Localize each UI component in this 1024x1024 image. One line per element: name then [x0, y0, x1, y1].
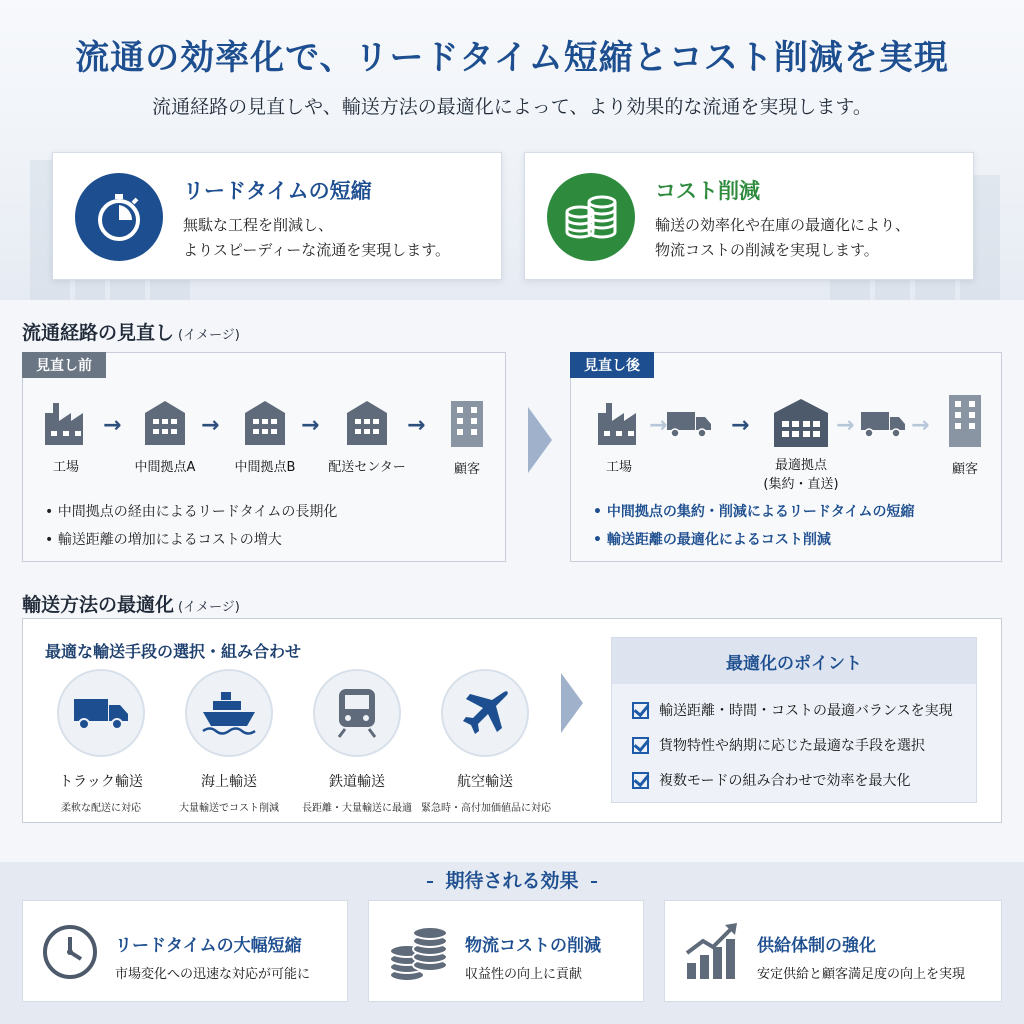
truck-icon: [853, 409, 913, 443]
mode-truck: トラック輸送 柔軟な配送に対応: [37, 669, 165, 814]
factory-node: 工場: [16, 399, 116, 476]
before-bullet: • 輸送距離の増加によるコストの増大: [45, 532, 282, 548]
page-subtitle: 流通経路の見直しや、輸送方法の最適化によって、より効果的な流通を実現します。: [152, 96, 872, 118]
warehouse-icon: [772, 397, 830, 449]
coins-icon: [547, 173, 635, 261]
before-flow-box: [22, 352, 506, 562]
building-icon: [447, 399, 487, 449]
factory-icon: [43, 399, 89, 447]
mode-ship: 海上輸送 大量輸送でコスト削減: [165, 669, 293, 814]
mode-air: 航空輸送 緊急時・高付加価値品に対応: [421, 669, 549, 814]
before-tag: 見直し前: [22, 352, 106, 378]
coin-stack-icon: [387, 919, 449, 987]
chevron-right-icon: [526, 405, 554, 475]
hub-a-node: 中間拠点A: [115, 399, 215, 476]
checkbox-icon: [632, 702, 649, 719]
warehouse-icon: [345, 399, 389, 447]
warehouse-icon: [243, 399, 287, 447]
arrow-icon: →: [103, 413, 122, 438]
train-icon: [313, 669, 401, 757]
transport-box-title: 最適な輸送手段の選択・組み合わせ: [45, 642, 302, 661]
arrow-icon: →: [301, 413, 320, 438]
benefit-card-cost: [524, 152, 974, 280]
after-tag: 見直し後: [570, 352, 654, 378]
airplane-icon: [441, 669, 529, 757]
after-flow-box: [570, 352, 1002, 562]
point-item: 輸送距離・時間・コストの最適バランスを実現: [632, 700, 953, 720]
mode-train: 鉄道輸送 長距離・大量輸送に最適: [293, 669, 421, 814]
optimization-points-panel: [611, 637, 977, 803]
checkbox-icon: [632, 772, 649, 789]
benefit-card-leadtime: [52, 152, 502, 280]
building-icon: [945, 393, 985, 449]
benefit-description: 無駄な工程を削減し、 よりスピーディーな流通を実現します。: [183, 216, 451, 259]
effects-title: 期待される効果: [0, 866, 1024, 893]
transport-section-title: 輸送方法の最適化 (イメージ): [22, 594, 240, 616]
points-title: 最適化のポイント: [612, 638, 976, 684]
factory-icon: [596, 399, 642, 447]
after-bullet: • 中間拠点の集約・削減によるリードタイムの短縮: [593, 504, 915, 520]
ship-icon: [185, 669, 273, 757]
before-bullet: • 中間拠点の経由によるリードタイムの長期化: [45, 504, 338, 520]
benefit-description: 輸送の効率化や在庫の最適化により、 物流コストの削減を実現します。: [655, 216, 911, 259]
route-section-title: 流通経路の見直し (イメージ): [22, 322, 240, 344]
arrow-icon: →: [649, 413, 668, 438]
arrow-icon: →: [911, 413, 930, 438]
arrow-icon: →: [201, 413, 220, 438]
point-item: 貨物特性や納期に応じた最適な手段を選択: [632, 735, 925, 755]
chevron-right-icon: [559, 671, 585, 735]
factory-node: 工場: [569, 399, 669, 476]
page-title: 流通の効率化で、リードタイム短縮とコスト削減を実現: [75, 38, 949, 78]
arrow-icon: →: [407, 413, 426, 438]
optimal-hub-node: 最適拠点 (集約・直送): [751, 397, 851, 493]
transport-optimization-box: [22, 618, 1002, 823]
effect-card-supply: 供給体制の強化 安定供給と顧客満足度の向上を実現: [664, 900, 1002, 1002]
benefit-title: コスト削減: [655, 179, 760, 203]
truck-icon: [659, 409, 719, 443]
stopwatch-icon: [75, 173, 163, 261]
clock-icon: [41, 923, 99, 985]
effect-card-cost: 物流コストの削減 収益性の向上に貢献: [368, 900, 644, 1002]
growth-chart-icon: [683, 921, 741, 985]
hub-b-node: 中間拠点B: [215, 399, 315, 476]
effect-card-leadtime: リードタイムの大幅短縮 市場変化への迅速な対応が可能に: [22, 900, 348, 1002]
arrow-icon: →: [836, 413, 855, 438]
after-bullet: • 輸送距離の最適化によるコスト削減: [593, 532, 831, 548]
truck-icon: [57, 669, 145, 757]
point-item: 複数モードの組み合わせで効率を最大化: [632, 770, 910, 790]
arrow-icon: →: [731, 413, 750, 438]
checkbox-icon: [632, 737, 649, 754]
customer-node: 顧客: [417, 399, 517, 478]
distribution-center-node: 配送センター: [317, 399, 417, 476]
benefit-title: リードタイムの短縮: [183, 179, 372, 203]
customer-node: 顧客: [915, 393, 1015, 478]
warehouse-icon: [143, 399, 187, 447]
